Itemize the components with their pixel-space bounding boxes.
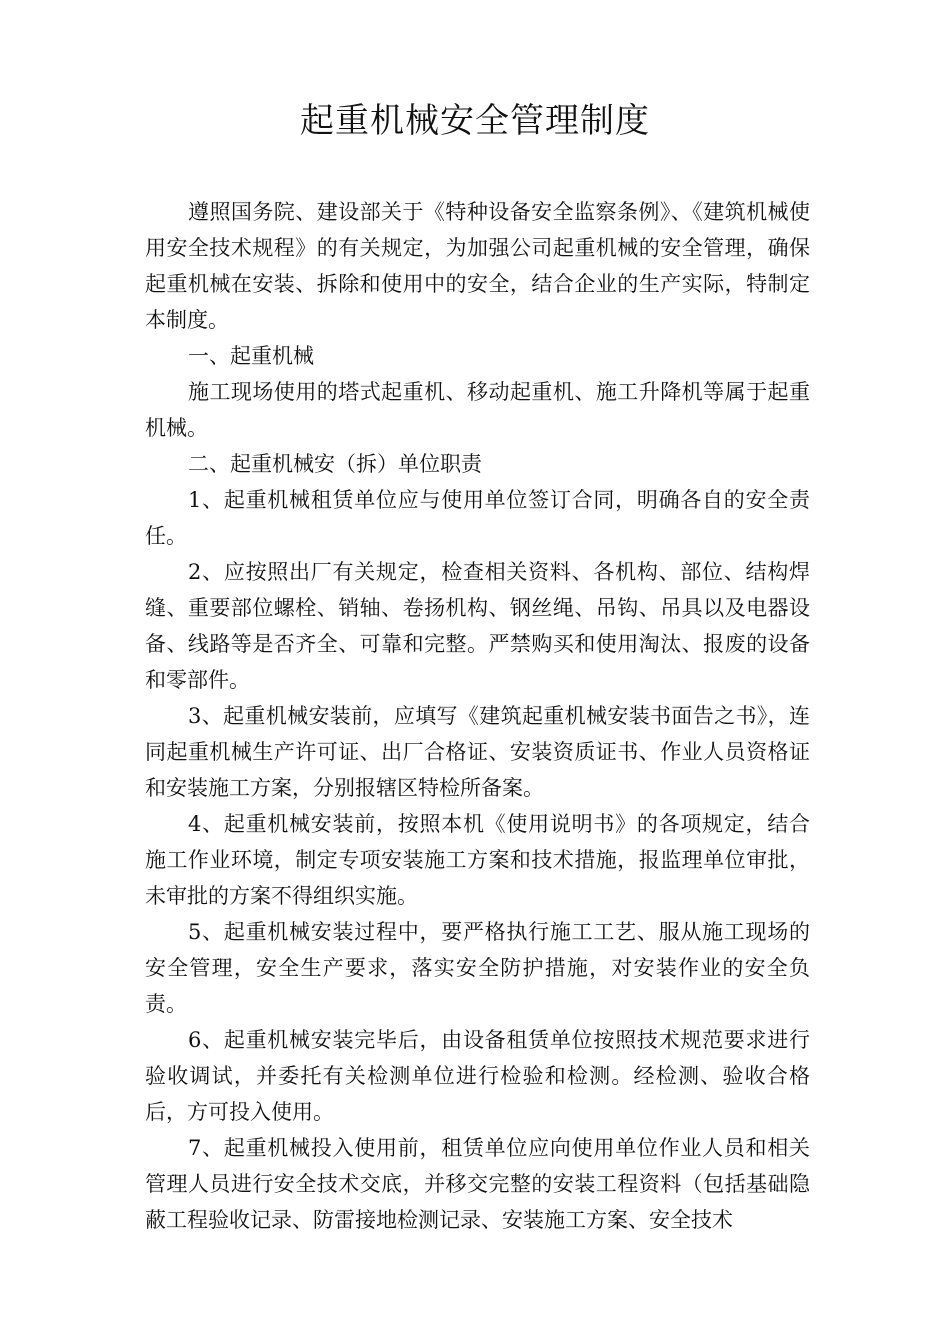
clause-3-paragraph: 3、起重机械安装前，应填写《建筑起重机械安装书面告之书》，连同起重机械生产许可证、出厂合格证、安装资质证书、作业人员资格证和安装施工方案，分别报辖区特检所备案。 [145, 704, 810, 800]
document-title: 起重机械安全管理制度 [300, 101, 650, 141]
section-heading-1: 一、起重机械 [188, 344, 314, 368]
clause-1-paragraph: 1、起重机械租赁单位应与使用单位签订合同，明确各自的安全责任。 [145, 488, 810, 548]
section-1-paragraph: 施工现场使用的塔式起重机、移动起重机、施工升降机等属于起重机械。 [145, 380, 810, 440]
clause-7-paragraph: 7、起重机械投入使用前，租赁单位应向使用单位作业人员和相关管理人员进行安全技术交底，并移交完整的安装工程资料（包括基础隐蔽工程验收记录、防雷接地检测记录、安装施工方案、安全技术 [145, 1136, 810, 1232]
section-heading-2: 二、起重机械安（拆）单位职责 [188, 452, 482, 476]
clause-6-paragraph: 6、起重机械安装完毕后，由设备租赁单位按照技术规范要求进行验收调试，并委托有关检测单位进行检验和检测。经检测、验收合格后，方可投入使用。 [145, 1028, 810, 1124]
document-body [145, 194, 810, 1238]
clause-2-paragraph: 2、应按照出厂有关规定，检查相关资料、各机构、部位、结构焊缝、重要部位螺栓、销轴、卷扬机构、钢丝绳、吊钩、吊具以及电器设备、线路等是否齐全、可靠和完整。严禁购买和使用淘汰、报废的设备和零部件。 [145, 560, 810, 692]
intro-paragraph: 遵照国务院、建设部关于《特种设备安全监察条例》、《建筑机械使用安全技术规程》的有关规定，为加强公司起重机械的安全管理，确保起重机械在安装、拆除和使用中的安全，结合企业的生产实际，特制定本制度。 [145, 200, 810, 332]
clause-5-paragraph: 5、起重机械安装过程中，要严格执行施工工艺、服从施工现场的安全管理，安全生产要求，落实安全防护措施，对安装作业的安全负责。 [145, 920, 810, 1016]
clause-4-paragraph: 4、起重机械安装前，按照本机《使用说明书》的各项规定，结合施工作业环境，制定专项安装施工方案和技术措施，报监理单位审批，未审批的方案不得组织实施。 [145, 812, 810, 908]
